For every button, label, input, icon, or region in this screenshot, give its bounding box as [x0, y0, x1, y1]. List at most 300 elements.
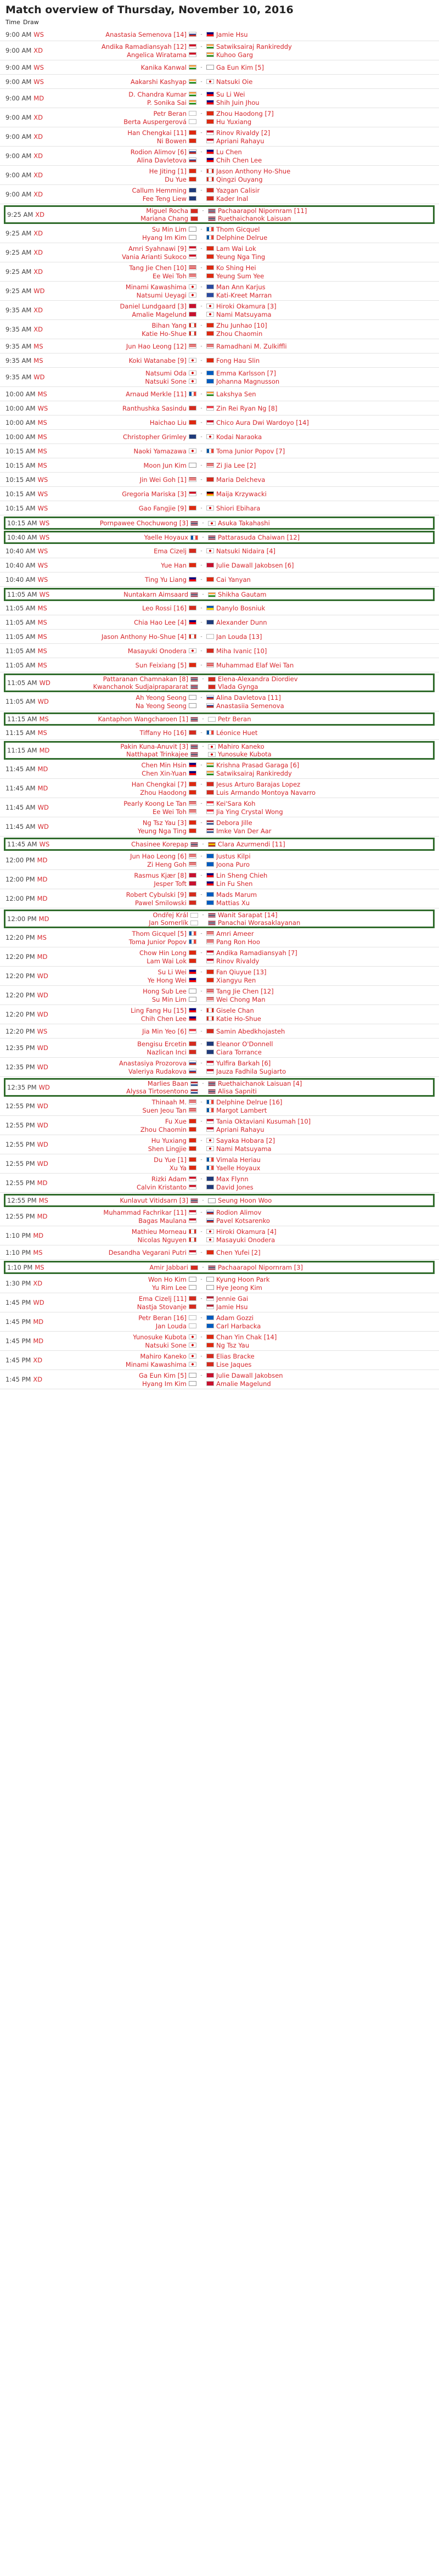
player-right-link[interactable]: Emma Karlsson [7] — [216, 369, 276, 377]
player-right-link[interactable]: Clara Azurmendi [11] — [218, 840, 285, 848]
match-row[interactable] — [0, 1207, 439, 1226]
event-link[interactable]: XD — [33, 325, 43, 333]
player-left-link[interactable]: Natsuki Sone — [145, 1341, 187, 1349]
player-left-link[interactable]: Valeriya Rudakova — [128, 1067, 187, 1075]
player-left-link[interactable]: Zi Heng Goh — [147, 860, 187, 868]
player-right-link[interactable]: Lise Jaques — [216, 1360, 252, 1368]
player-right-link[interactable]: Hye Jeong Kim — [216, 1283, 262, 1292]
event-link[interactable]: WS — [33, 63, 44, 71]
player-left-link[interactable]: Jan Louda — [155, 1322, 187, 1330]
player-left-link[interactable]: Berta Auspergerová — [123, 117, 187, 126]
event-link[interactable]: MS — [35, 1264, 44, 1271]
player-right-link[interactable]: Jennie Gai — [216, 1294, 249, 1303]
player-left-link[interactable]: D. Chandra Kumar — [128, 90, 187, 98]
match-row[interactable] — [4, 205, 435, 224]
player-right-link[interactable]: Pachaarapol Nipornram [11] — [218, 207, 307, 215]
event-link[interactable]: MD — [33, 1337, 44, 1345]
match-row[interactable] — [4, 674, 435, 692]
event-link[interactable]: MD — [33, 94, 44, 102]
match-row[interactable] — [0, 1154, 439, 1174]
match-row[interactable] — [0, 986, 439, 1005]
player-right-link[interactable]: Jan Louda [13] — [216, 632, 262, 641]
player-left-link[interactable]: Ranthushka Sasindu — [122, 404, 187, 412]
event-link[interactable]: WD — [37, 1141, 48, 1148]
player-left-link[interactable]: Rasmus Kjær [8] — [134, 871, 187, 879]
player-left-link[interactable]: Xu Ya — [169, 1164, 187, 1172]
player-left-link[interactable]: Ema Cizelj — [154, 547, 187, 555]
player-right-link[interactable]: Masayuki Onodera — [216, 1236, 275, 1244]
match-row[interactable] — [0, 1058, 439, 1077]
player-left-link[interactable]: Pearly Koong Le Tan — [123, 799, 187, 807]
player-left-link[interactable]: Katie Ho-Shue — [142, 329, 187, 338]
player-right-link[interactable]: Pattarasuda Chaiwan [12] — [218, 534, 300, 541]
player-left-link[interactable]: Sun Feixiang [5] — [135, 661, 187, 669]
player-right-link[interactable]: Julie Dawall Jakobsen [6] — [216, 561, 294, 569]
player-right-link[interactable]: Katie Ho-Shue — [216, 1014, 261, 1023]
event-link[interactable]: WD — [33, 373, 45, 381]
match-row[interactable] — [0, 573, 439, 587]
player-right-link[interactable]: Margot Lambert — [216, 1106, 267, 1114]
match-row[interactable] — [0, 185, 439, 204]
player-right-link[interactable]: Apriani Rahayu — [216, 1125, 264, 1133]
event-link[interactable]: XD — [33, 1279, 43, 1287]
match-row[interactable] — [0, 644, 439, 658]
player-left-link[interactable]: Minami Kawashima — [125, 283, 187, 291]
player-right-link[interactable]: Pavel Kotsarenko — [216, 1216, 270, 1225]
event-link[interactable]: WD — [33, 1299, 44, 1306]
player-right-link[interactable]: Yeung Nga Ting — [216, 252, 266, 261]
player-left-link[interactable]: Natthapat Trinkajee — [126, 750, 188, 758]
event-link[interactable]: MS — [33, 342, 43, 350]
player-right-link[interactable]: Zin Rei Ryan Ng [8] — [216, 404, 278, 412]
player-left-link[interactable]: Kanika Kanwal — [140, 63, 187, 71]
event-link[interactable]: WS — [37, 575, 48, 583]
player-right-link[interactable]: Debora Jille — [216, 818, 252, 827]
player-right-link[interactable]: Jia Ying Crystal Wong — [216, 807, 283, 816]
player-right-link[interactable]: Chico Aura Dwi Wardoyo [14] — [216, 418, 309, 426]
event-link[interactable]: MS — [39, 715, 49, 723]
player-right-link[interactable]: Shikha Gautam — [218, 591, 267, 598]
player-left-link[interactable]: Ee Wei Toh — [152, 807, 187, 816]
match-row[interactable] — [0, 630, 439, 644]
player-left-link[interactable]: Ye Hong Wei — [147, 976, 187, 984]
player-right-link[interactable]: Sayaka Hobara [2] — [216, 1136, 275, 1144]
player-left-link[interactable]: Kwanchanok Sudjaiprapararat — [93, 683, 188, 691]
match-row[interactable] — [0, 224, 439, 243]
player-left-link[interactable]: Ng Tsz Yau [3] — [142, 818, 187, 827]
player-left-link[interactable]: Pattaranan Chamnakan [8] — [103, 675, 188, 683]
player-left-link[interactable]: Ling Fang Hu [15] — [131, 1006, 187, 1014]
event-link[interactable]: WS — [37, 504, 48, 512]
match-row[interactable] — [0, 615, 439, 630]
event-link[interactable]: MS — [33, 1248, 43, 1256]
match-row[interactable] — [0, 928, 439, 947]
event-link[interactable]: MS — [37, 647, 47, 655]
player-left-link[interactable]: Suen Jeou Tan — [142, 1106, 187, 1114]
player-left-link[interactable]: Ting Yu Liang — [145, 575, 187, 583]
player-left-link[interactable]: Alyssa Tirtosentono — [126, 1087, 188, 1095]
player-right-link[interactable]: Lin Sheng Chieh — [216, 871, 268, 879]
player-right-link[interactable]: Satwiksairaj Rankireddy — [216, 42, 292, 50]
player-right-link[interactable]: Rinov Rivaldy [2] — [216, 128, 271, 137]
player-left-link[interactable]: Lam Wai Lok — [147, 957, 187, 965]
player-right-link[interactable]: Xiangyu Ren — [216, 976, 256, 984]
player-left-link[interactable]: Gao Fangjie [9] — [138, 504, 187, 512]
player-right-link[interactable]: Mattias Xu — [216, 899, 250, 907]
player-right-link[interactable]: Lam Wai Lok — [216, 244, 256, 252]
player-right-link[interactable]: Amri Ameer — [216, 929, 254, 938]
player-right-link[interactable]: Zhu Junhao [10] — [216, 321, 267, 329]
player-left-link[interactable]: Ema Cizelj [11] — [138, 1294, 187, 1303]
player-right-link[interactable]: Yeung Sum Yee — [216, 272, 264, 280]
player-left-link[interactable]: Jia Min Yeo [6] — [142, 1027, 187, 1035]
event-link[interactable]: MS — [37, 461, 47, 469]
event-link[interactable]: WS — [37, 475, 48, 484]
player-right-link[interactable]: Miha Ivanic [10] — [216, 647, 267, 655]
player-left-link[interactable]: Won Ho Kim — [148, 1275, 187, 1283]
player-left-link[interactable]: Moon Jun Kim — [143, 461, 187, 469]
match-row[interactable] — [0, 1274, 439, 1293]
player-left-link[interactable]: Pornpawee Chochuwong [3] — [99, 519, 188, 527]
player-right-link[interactable]: Mads Marum — [216, 890, 257, 899]
player-right-link[interactable]: Thom Gicquel — [216, 225, 260, 233]
event-link[interactable]: WS — [33, 77, 44, 86]
player-right-link[interactable]: Su Li Wei — [216, 90, 245, 98]
match-row[interactable] — [4, 838, 435, 851]
player-right-link[interactable]: Natsuki Oie — [216, 77, 253, 86]
match-row[interactable] — [4, 1078, 435, 1097]
event-link[interactable]: MD — [37, 856, 48, 864]
match-row[interactable] — [0, 387, 439, 401]
player-left-link[interactable]: Chasinee Korepap — [131, 840, 188, 848]
player-right-link[interactable]: Amalie Magelund — [216, 1379, 271, 1388]
player-left-link[interactable]: Anastasia Semenova [14] — [105, 30, 187, 38]
match-row[interactable] — [0, 1351, 439, 1370]
match-row[interactable] — [0, 262, 439, 282]
match-row[interactable] — [0, 1245, 439, 1260]
player-right-link[interactable]: Nami Matsuyama — [216, 310, 272, 318]
player-left-link[interactable]: Yunosuke Kubota — [133, 1333, 187, 1341]
player-left-link[interactable]: Amir Jabbari — [149, 1264, 188, 1271]
player-right-link[interactable]: Shih Juin Jhou — [216, 98, 260, 106]
player-left-link[interactable]: Yue Han — [161, 561, 187, 569]
player-right-link[interactable]: Kyung Hoon Park — [216, 1275, 270, 1283]
match-row[interactable] — [0, 726, 439, 740]
event-link[interactable]: WD — [37, 1102, 48, 1110]
player-right-link[interactable]: Hiroki Okamura [4] — [216, 1227, 277, 1236]
player-right-link[interactable]: Hiroki Okamura [3] — [216, 302, 277, 310]
match-row[interactable] — [0, 870, 439, 889]
match-row[interactable] — [4, 517, 435, 530]
player-right-link[interactable]: Alexander Dunn — [216, 618, 267, 626]
match-row[interactable] — [0, 1174, 439, 1193]
event-link[interactable]: XD — [33, 249, 43, 256]
player-left-link[interactable]: Du Yue — [165, 175, 187, 183]
player-left-link[interactable]: Muhammad Fachrikar [11] — [103, 1208, 187, 1216]
player-left-link[interactable]: Thom Gicquel [5] — [132, 929, 187, 938]
player-right-link[interactable]: Carl Harbacka — [216, 1322, 261, 1330]
player-left-link[interactable]: Hu Yuxiang — [151, 1136, 187, 1144]
match-row[interactable] — [0, 967, 439, 986]
player-left-link[interactable]: Su Min Lim — [151, 225, 187, 233]
player-left-link[interactable]: Koki Watanabe [9] — [128, 356, 187, 364]
player-right-link[interactable]: Chih Chen Lee — [216, 156, 262, 164]
event-link[interactable]: WS — [39, 519, 50, 527]
match-row[interactable] — [0, 501, 439, 515]
player-right-link[interactable]: Elena-Alexandra Diordiev — [218, 675, 298, 683]
player-right-link[interactable]: Chan Yin Chak [14] — [216, 1333, 277, 1341]
event-link[interactable]: MS — [33, 356, 43, 364]
match-row[interactable] — [0, 601, 439, 615]
event-link[interactable]: MD — [37, 875, 48, 883]
player-left-link[interactable]: Jesper Toft — [154, 879, 187, 888]
event-link[interactable]: XD — [33, 171, 43, 179]
player-right-link[interactable]: Wanit Sarapat [14] — [218, 911, 278, 919]
draw-column-header[interactable]: Draw — [23, 19, 39, 26]
player-left-link[interactable]: Ondřej Král — [153, 911, 188, 919]
player-right-link[interactable]: Chen Yufei [2] — [216, 1248, 261, 1256]
event-link[interactable]: XD — [33, 114, 43, 121]
event-link[interactable]: WS — [39, 840, 50, 848]
player-right-link[interactable]: Pang Ron Hoo — [216, 938, 260, 946]
event-link[interactable]: MD — [37, 953, 48, 961]
match-row[interactable] — [0, 166, 439, 185]
player-right-link[interactable]: Pachaarapol Nipornram [3] — [218, 1264, 303, 1271]
player-left-link[interactable]: Nastja Stovanje — [137, 1303, 187, 1311]
player-left-link[interactable]: Ni Bowen — [156, 137, 187, 145]
player-right-link[interactable]: Ciara Torrance — [216, 1048, 262, 1056]
player-left-link[interactable]: P. Sonika Sai — [147, 98, 187, 106]
match-row[interactable] — [0, 60, 439, 75]
event-link[interactable]: WD — [37, 1063, 48, 1071]
player-left-link[interactable]: Callum Hemming — [132, 186, 187, 194]
player-right-link[interactable]: Asuka Takahashi — [218, 519, 270, 527]
player-right-link[interactable]: Ramadhani M. Zulkiffli — [216, 342, 287, 350]
match-row[interactable] — [0, 1293, 439, 1312]
player-right-link[interactable]: Samin Abedkhojasteh — [216, 1027, 285, 1035]
event-link[interactable]: MD — [37, 1213, 48, 1220]
match-row[interactable] — [0, 817, 439, 837]
player-left-link[interactable]: Ah Yeong Seong — [136, 693, 187, 701]
player-left-link[interactable]: Gregoria Mariska [3] — [122, 490, 187, 498]
event-link[interactable]: WD — [37, 1044, 48, 1052]
event-link[interactable]: MD — [37, 784, 48, 792]
player-left-link[interactable]: Thinaah M. — [151, 1098, 187, 1106]
player-left-link[interactable]: Chia Hao Lee [4] — [134, 618, 187, 626]
player-left-link[interactable]: Arnaud Merkle [11] — [126, 390, 187, 398]
event-link[interactable]: MD — [39, 747, 50, 754]
player-right-link[interactable]: Petr Beran — [218, 715, 251, 723]
player-right-link[interactable]: Wei Chong Man — [216, 995, 266, 1003]
event-link[interactable]: MS — [37, 728, 47, 737]
player-left-link[interactable]: Shen Lingjie — [148, 1144, 187, 1153]
match-row[interactable] — [0, 947, 439, 967]
player-right-link[interactable]: Man Ann Karjus — [216, 283, 266, 291]
player-left-link[interactable]: Han Chengkai [7] — [131, 780, 187, 788]
event-link[interactable]: MS — [37, 433, 47, 441]
event-link[interactable]: MS — [37, 632, 47, 641]
player-right-link[interactable]: Johanna Magnusson — [216, 377, 280, 385]
player-left-link[interactable]: Haichao Liu — [149, 418, 187, 426]
match-row[interactable] — [0, 301, 439, 320]
event-link[interactable]: WD — [39, 679, 50, 687]
player-right-link[interactable]: Apriani Rahayu — [216, 137, 264, 145]
player-left-link[interactable]: Alina Davletova — [137, 156, 187, 164]
player-right-link[interactable]: Delphine Delrue [16] — [216, 1098, 283, 1106]
match-row[interactable] — [0, 430, 439, 444]
event-link[interactable]: MD — [33, 1318, 44, 1326]
player-right-link[interactable]: Kati-Kreet Marran — [216, 291, 272, 299]
match-row[interactable] — [0, 798, 439, 817]
player-right-link[interactable]: Zhou Haodong [7] — [216, 109, 274, 117]
match-row[interactable] — [0, 473, 439, 487]
player-left-link[interactable]: Petr Beran — [153, 109, 187, 117]
player-left-link[interactable]: Masayuki Onodera — [127, 647, 187, 655]
event-link[interactable]: MD — [38, 915, 49, 923]
player-right-link[interactable]: Justus Kilpi — [216, 852, 251, 860]
match-row[interactable] — [0, 416, 439, 430]
match-row[interactable] — [0, 243, 439, 262]
event-link[interactable]: WD — [37, 698, 49, 705]
player-left-link[interactable]: Yeung Nga Ting — [137, 827, 187, 835]
player-right-link[interactable]: Alisa Sapniti — [218, 1087, 257, 1095]
player-right-link[interactable]: Mahiro Kaneko — [218, 743, 264, 750]
player-right-link[interactable]: Andika Ramadiansyah [7] — [216, 949, 297, 957]
player-left-link[interactable]: Hyang Im Kim — [142, 1379, 187, 1388]
event-link[interactable]: XD — [33, 1376, 43, 1383]
player-left-link[interactable]: Petr Beran [16] — [138, 1314, 187, 1322]
event-link[interactable]: WD — [37, 972, 48, 980]
match-row[interactable] — [0, 147, 439, 166]
event-link[interactable]: WS — [37, 404, 48, 412]
event-link[interactable]: XD — [33, 47, 43, 54]
player-right-link[interactable]: Tania Oktaviani Kusumah [10] — [216, 1117, 311, 1125]
player-right-link[interactable]: Nami Matsuyama — [216, 1144, 272, 1153]
match-row[interactable] — [0, 558, 439, 573]
player-left-link[interactable]: Leo Rossi [16] — [142, 604, 187, 612]
event-link[interactable]: XD — [35, 211, 45, 218]
player-left-link[interactable]: Vania Arianti Sukoco — [122, 252, 187, 261]
event-link[interactable]: XD — [33, 306, 43, 314]
event-link[interactable]: MS — [37, 604, 47, 612]
match-row[interactable] — [0, 401, 439, 416]
player-left-link[interactable]: Naoki Yamazawa — [133, 447, 187, 455]
event-link[interactable]: XD — [33, 190, 43, 198]
time-column-header[interactable]: Time — [5, 19, 20, 26]
player-left-link[interactable]: Mathieu Morneau — [131, 1227, 187, 1236]
player-left-link[interactable]: Yu Rim Lee — [151, 1283, 187, 1292]
player-left-link[interactable]: Jason Anthony Ho-Shue [4] — [101, 632, 187, 641]
player-right-link[interactable]: Yunosuke Kubota — [218, 750, 272, 758]
player-right-link[interactable]: Danylo Bosniuk — [216, 604, 266, 612]
player-left-link[interactable]: Amri Syahnawi [9] — [128, 244, 187, 252]
event-link[interactable]: MD — [37, 895, 48, 902]
player-right-link[interactable]: Lakshya Sen — [216, 390, 256, 398]
player-right-link[interactable]: Zi Jia Lee [2] — [216, 461, 256, 469]
player-right-link[interactable]: Yaelle Hoyaux — [216, 1164, 261, 1172]
player-left-link[interactable]: Bagas Maulana — [138, 1216, 187, 1225]
player-left-link[interactable]: Calvin Kristanto — [136, 1183, 187, 1191]
match-row[interactable] — [0, 1226, 439, 1245]
match-row[interactable] — [0, 487, 439, 501]
event-link[interactable]: WD — [37, 1160, 48, 1168]
event-link[interactable]: XD — [33, 1356, 43, 1364]
event-link[interactable]: WS — [37, 490, 48, 498]
event-link[interactable]: XD — [33, 229, 43, 237]
player-left-link[interactable]: Kantaphon Wangcharoen [1] — [98, 715, 188, 723]
match-row[interactable] — [0, 1332, 439, 1351]
match-row[interactable] — [0, 41, 439, 60]
player-left-link[interactable]: Chen Min Hsin — [141, 761, 187, 769]
match-row[interactable] — [4, 910, 435, 928]
match-row[interactable] — [0, 353, 439, 368]
player-right-link[interactable]: Hu Yuxiang — [216, 117, 252, 126]
player-right-link[interactable]: Fong Hau Slin — [216, 356, 260, 364]
match-row[interactable] — [0, 851, 439, 870]
match-row[interactable] — [0, 282, 439, 301]
player-right-link[interactable]: Jamie Hsu — [216, 1303, 248, 1311]
player-left-link[interactable]: Du Yue [1] — [154, 1155, 187, 1164]
event-link[interactable]: MD — [37, 1179, 48, 1187]
player-left-link[interactable]: Yaelle Hoyaux — [144, 534, 188, 541]
player-left-link[interactable]: Anastasiya Prozorova — [119, 1059, 187, 1067]
player-right-link[interactable]: Maija Krzywacki — [216, 490, 267, 498]
player-left-link[interactable]: Nicolas Nguyen — [137, 1236, 187, 1244]
player-right-link[interactable]: Imke Van Der Aar — [216, 827, 272, 835]
player-left-link[interactable]: Jun Hao Leong [12] — [126, 342, 187, 350]
player-left-link[interactable]: Bengisu Ercetin — [137, 1040, 187, 1048]
player-left-link[interactable]: Nuntakarn Aimsaard — [123, 591, 188, 598]
player-left-link[interactable]: Zhou Chaomin — [140, 1125, 187, 1133]
player-left-link[interactable]: Jun Hao Leong [6] — [130, 852, 187, 860]
player-left-link[interactable]: Pawel Smilowski — [135, 899, 187, 907]
player-left-link[interactable]: Hong Sub Lee — [143, 987, 187, 995]
player-right-link[interactable]: Zhou Chaomin — [216, 329, 263, 338]
event-link[interactable]: MS — [38, 1197, 48, 1204]
player-right-link[interactable]: Ng Tsz Yau — [216, 1341, 250, 1349]
player-right-link[interactable]: Lu Chen — [216, 148, 242, 156]
player-right-link[interactable]: Eleanor O'Donnell — [216, 1040, 273, 1048]
player-right-link[interactable]: Alina Davletova [11] — [216, 693, 281, 701]
player-left-link[interactable]: Hyang Im Kim — [142, 233, 187, 242]
player-right-link[interactable]: Adam Gozzi — [216, 1314, 254, 1322]
player-right-link[interactable]: Delphine Delrue — [216, 233, 268, 242]
player-left-link[interactable]: Na Yeong Seong — [135, 701, 187, 710]
player-right-link[interactable]: Yazgan Calisir — [216, 186, 260, 194]
player-right-link[interactable]: Jason Anthony Ho-Shue — [216, 167, 291, 175]
player-right-link[interactable]: Léonice Huet — [216, 728, 258, 737]
match-row[interactable] — [0, 658, 439, 672]
match-row[interactable] — [4, 588, 435, 601]
player-right-link[interactable]: Kuhoo Garg — [216, 50, 254, 59]
player-left-link[interactable]: Chen Xin-Yuan — [142, 769, 187, 777]
player-left-link[interactable]: Daniel Lundgaard [3] — [120, 302, 187, 310]
player-right-link[interactable]: Jamie Hsu — [216, 30, 248, 38]
player-left-link[interactable]: Fee Teng Liew — [142, 194, 187, 203]
match-row[interactable] — [0, 1116, 439, 1135]
player-right-link[interactable]: Cai Yanyan — [216, 575, 251, 583]
player-left-link[interactable]: Chih Chen Lee — [140, 1014, 187, 1023]
event-link[interactable]: XD — [33, 133, 43, 141]
player-left-link[interactable]: Natsumi Oda — [145, 369, 187, 377]
player-left-link[interactable]: Ga Eun Kim [5] — [139, 1371, 187, 1379]
match-row[interactable] — [4, 531, 435, 544]
event-link[interactable]: MS — [37, 661, 47, 669]
match-row[interactable] — [0, 889, 439, 908]
player-right-link[interactable]: Yulfira Barkah [6] — [216, 1059, 271, 1067]
player-left-link[interactable]: Aakarshi Kashyap — [130, 77, 187, 86]
player-right-link[interactable]: Gisele Chan — [216, 1006, 254, 1014]
